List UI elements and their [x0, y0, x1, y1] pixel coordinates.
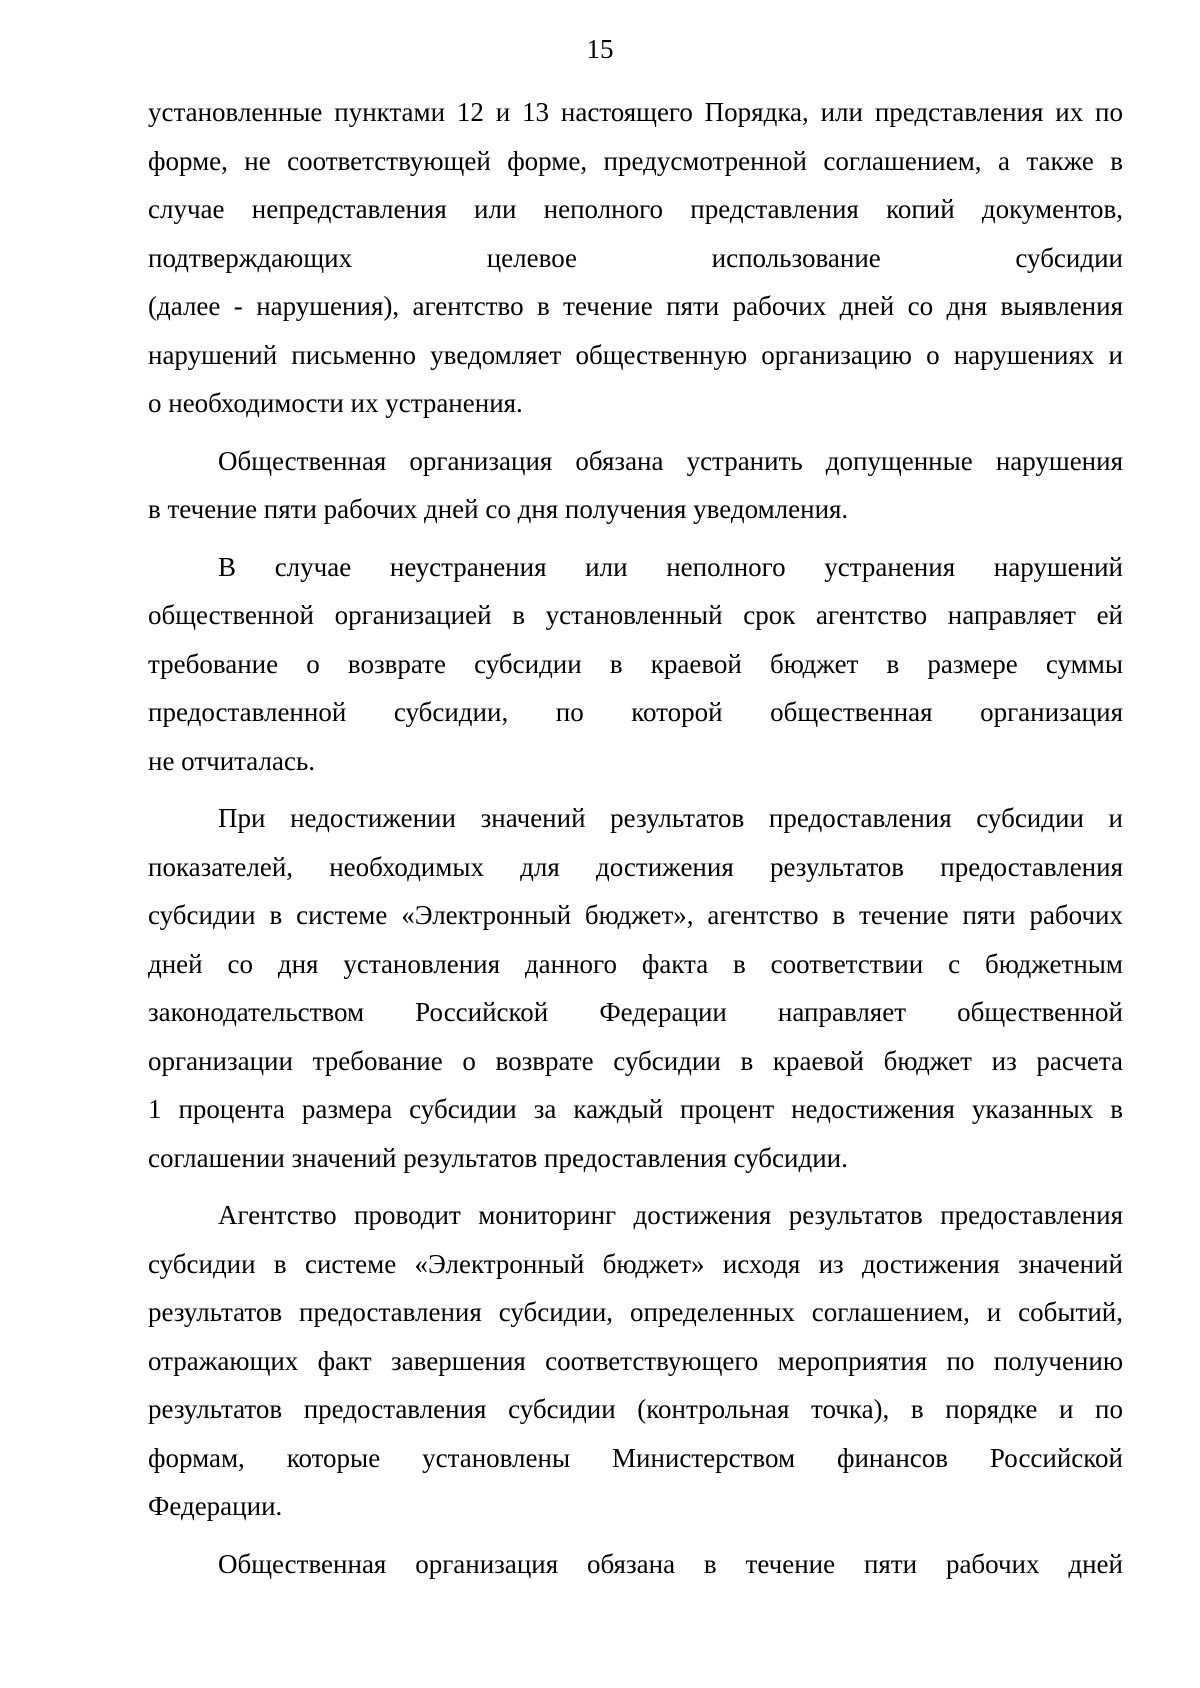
paragraph-obligation-report [148, 1540, 1123, 1589]
text-line: (далее - нарушения), агентство в течение пяти рабочих дней со дня выявления [148, 291, 1123, 321]
text-line: предоставленной субсидии, по которой общественная организация [148, 697, 1123, 727]
text-line: случае непредставления или неполного представления копий документов, [148, 194, 1123, 224]
text-line: результатов предоставления субсидии, определенных соглашением, и событий, [148, 1297, 1123, 1327]
text-line: Агентство проводит мониторинг достижения результатов предоставления [218, 1200, 1123, 1230]
text-line: результатов предоставления субсидии (контрольная точка), в порядке и по [148, 1394, 1123, 1424]
text-line: В случае неустранения или неполного устранения нарушений [218, 551, 1123, 582]
text-line: показателей, необходимых для достижения результатов предоставления [148, 851, 1123, 882]
text-line: 1 процента размера субсидии за каждый процент недостижения указанных в [148, 1094, 1123, 1124]
text-line: субсидии в системе «Электронный бюджет», агентство в течение пяти рабочих [148, 900, 1123, 930]
text-line: не отчиталась. [148, 745, 316, 776]
text-line: соглашении значений результатов предоставления субсидии. [148, 1142, 848, 1173]
text-line: установленные пунктами 12 и 13 настоящего Порядка, или представления их по [148, 97, 1123, 127]
text-line: формам, которые установлены Министерством финансов Российской [148, 1442, 1123, 1473]
text-line: Федерации. [148, 1491, 283, 1521]
text-line: отражающих факт завершения соответствующего мероприятия по получению [148, 1345, 1123, 1376]
text-line: о необходимости их устранения. [148, 388, 523, 418]
text-line: законодательством Российской Федерации направляет общественной [148, 997, 1123, 1027]
text-line: подтверждающих целевое использование субсидии [148, 242, 1123, 273]
paragraph-violations [148, 88, 1123, 428]
text-line: При недостижении значений результатов предоставления субсидии и [218, 803, 1123, 833]
text-line: дней со дня установления данного факта в соответствии с бюджетным [148, 948, 1123, 979]
page-number: 15 [586, 34, 614, 64]
paragraph-non-elimination [148, 543, 1123, 786]
text-line: Общественная организация обязана в течение пяти рабочих дней [218, 1548, 1123, 1579]
document-body [148, 88, 1123, 1588]
paragraph-non-achievement [148, 794, 1123, 1182]
text-line: форме, не соответствующей форме, предусмотренной соглашением, а также в [148, 145, 1123, 176]
text-line: нарушений письменно уведомляет общественную организацию о нарушениях и [148, 339, 1123, 370]
text-line: в течение пяти рабочих дней со дня получения уведомления. [148, 494, 849, 524]
text-line: организации требование о возврате субсидии в краевой бюджет из расчета [148, 1045, 1123, 1076]
text-line: Общественная организация обязана устранить допущенные нарушения [218, 445, 1123, 476]
paragraph-monitoring [148, 1191, 1123, 1531]
text-line: общественной организацией в установленный срок агентство направляет ей [148, 600, 1123, 630]
paragraph-obligation-fix [148, 437, 1123, 534]
text-line: субсидии в системе «Электронный бюджет» исходя из достижения значений [148, 1248, 1123, 1279]
text-line: требование о возврате субсидии в краевой бюджет в размере суммы [148, 648, 1123, 679]
